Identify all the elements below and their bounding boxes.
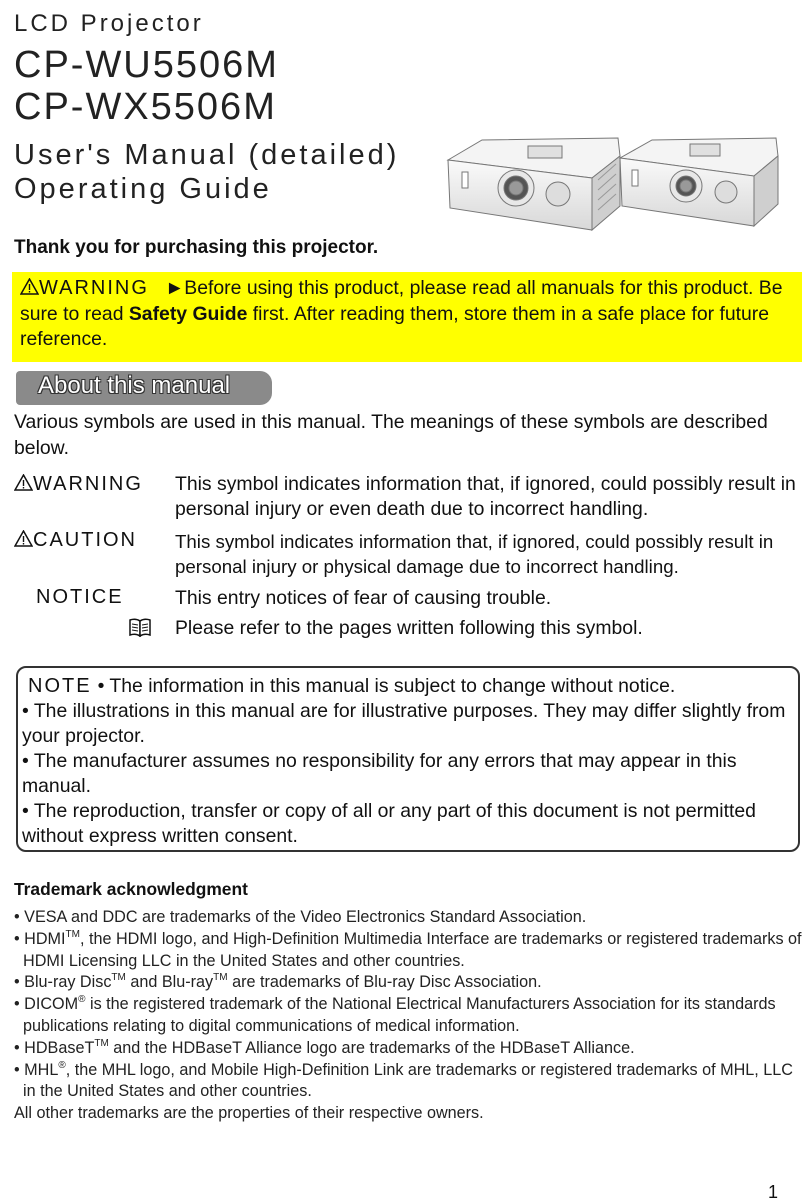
warning-triangle-icon bbox=[14, 474, 33, 491]
safety-guide-bold: Safety Guide bbox=[128, 302, 248, 325]
document-title: User's Manual (detailed) bbox=[14, 139, 400, 171]
projector-image bbox=[440, 128, 786, 236]
model-name-2: CP-WX5506M bbox=[14, 86, 277, 128]
about-manual-heading: About this manual bbox=[38, 372, 231, 399]
symbol-notice-label: NOTICE bbox=[36, 586, 124, 608]
trademark-text: • HDMI bbox=[14, 929, 66, 948]
note-label: NOTE bbox=[28, 675, 92, 697]
trademark-item bbox=[14, 972, 804, 994]
symbol-warning-description: This symbol indicates information that, if ignored, could possibly result in personal injury or even death due to incorrect handling. bbox=[175, 473, 796, 520]
symbol-book-description: Please refer to the pages written following this symbol. bbox=[175, 617, 643, 639]
page-number: 1 bbox=[767, 1182, 778, 1202]
product-type: LCD Projector bbox=[14, 10, 204, 37]
trademark-heading: Trademark acknowledgment bbox=[14, 879, 248, 899]
symbol-caution-label bbox=[14, 529, 137, 552]
tm-mark: TM bbox=[213, 972, 228, 984]
about-manual-tab bbox=[16, 371, 272, 405]
note-item: • The manufacturer assumes no responsibility for any errors that may appear in this manual. bbox=[22, 750, 737, 797]
trademark-text: • HDBaseT bbox=[14, 1038, 95, 1057]
warning-box bbox=[12, 272, 802, 362]
trademark-item bbox=[14, 1038, 804, 1060]
symbol-notice-description: This entry notices of fear of causing trouble. bbox=[175, 587, 552, 609]
warning-text-2: first. After reading them, store them in a safe place for future reference. bbox=[20, 302, 770, 350]
registered-mark: ® bbox=[58, 1059, 66, 1071]
document-subtitle: Operating Guide bbox=[14, 173, 272, 205]
symbol-caution-description: This symbol indicates information that, if ignored, could possibly result in personal injury or physical damage due to incorrect handling. bbox=[175, 531, 774, 577]
trademark-item bbox=[14, 929, 804, 973]
tm-mark: TM bbox=[111, 972, 126, 984]
tm-mark: TM bbox=[65, 928, 80, 940]
trademark-text: • DICOM bbox=[14, 995, 79, 1014]
trademark-text: are trademarks of Blu-ray Disc Association. bbox=[227, 973, 542, 992]
trademark-item bbox=[14, 994, 804, 1038]
trademark-other: All other trademarks are the properties of their respective owners. bbox=[14, 1104, 484, 1123]
model-name-1: CP-WU5506M bbox=[14, 44, 279, 86]
thanks-heading: Thank you for purchasing this projector. bbox=[14, 237, 379, 258]
symbol-caution-text: CAUTION bbox=[33, 529, 137, 551]
note-item bbox=[22, 674, 794, 699]
symbols-intro: Various symbols are used in this manual. The meanings of these symbols are described below. bbox=[14, 411, 768, 459]
warning-triangle-icon bbox=[20, 278, 39, 295]
trademark-text: , the HDMI logo, and High-Definition Multimedia Interface are trademarks or registered trademarks of HDMI Licensing LLC in the United States and other countries. bbox=[23, 929, 802, 970]
trademark-text: and the HDBaseT Alliance logo are trademarks of the HDBaseT Alliance. bbox=[108, 1038, 635, 1057]
trademark-item bbox=[14, 1060, 804, 1104]
trademark-list bbox=[14, 907, 804, 1125]
note-item-text: • The information in this manual is subject to change without notice. bbox=[97, 675, 676, 697]
trademark-text: , the MHL logo, and Mobile High-Definition Link are trademarks or registered trademarks of MHL, LLC in the United States and other countries. bbox=[23, 1060, 793, 1101]
trademark-item: • VESA and DDC are trademarks of the Video Electronics Standard Association. bbox=[14, 908, 587, 926]
tm-mark: TM bbox=[94, 1037, 109, 1049]
registered-mark: ® bbox=[78, 994, 86, 1006]
note-item: • The illustrations in this manual are for illustrative purposes. They may differ slightly from your projector. bbox=[22, 700, 786, 747]
note-item: • The reproduction, transfer or copy of all or any part of this document is not permitted without express written consent. bbox=[22, 800, 756, 847]
symbol-warning-text: WARNING bbox=[33, 473, 143, 495]
warning-text-1: Before using this product, please read all manuals for this product. Be sure to read bbox=[20, 277, 783, 325]
symbol-warning-label bbox=[14, 473, 143, 496]
caution-triangle-icon bbox=[14, 530, 33, 547]
book-icon bbox=[128, 617, 152, 637]
trademark-text: and Blu-ray bbox=[125, 973, 214, 992]
trademark-text: • MHL bbox=[14, 1060, 59, 1079]
warning-label: WARNING bbox=[39, 277, 149, 299]
note-box bbox=[16, 666, 800, 852]
arrow-glyph: ► bbox=[165, 277, 185, 299]
trademark-text: is the registered trademark of the National Electrical Manufacturers Association for its standards publications relating to digital communications of medical information. bbox=[23, 995, 776, 1035]
trademark-text: • Blu-ray Disc bbox=[14, 973, 112, 992]
